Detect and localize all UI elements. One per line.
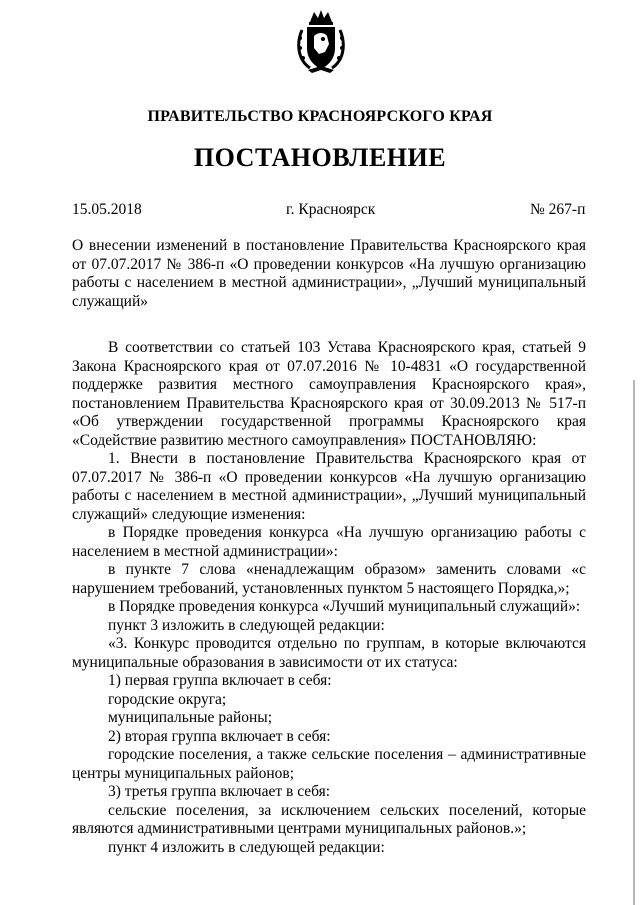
document-body [72,339,586,857]
body-paragraph: городские поселения, а также сельские поселения – административные центры муниципальных районов; [72,746,586,782]
scan-edge-line [633,380,635,905]
document-date: 15.05.2018 [72,201,142,218]
body-paragraph: муниципальные районы; [108,709,273,726]
krasnoyarsk-coat-of-arms-icon [296,8,346,74]
document-number: № 267-п [530,201,586,218]
document-subject: О внесении изменений в постановление Правительства Красноярского края от 07.07.2017 № 386-п «О проведении конкурсов «На лучшую организацию работы с населением в местной администрации», „Лучший муниципальный служащий» [72,237,586,310]
body-paragraph: В соответствии со статьей 103 Устава Красноярского края, статьей 9 Закона Красноярского края от 07.07.2016 № 10-4831 «О государственной поддержке развития местного самоуправления Красноярского края», постановлением Правительства Красноярского края от 30.09.2013 № 517-п «Об утверждении государственной программы Красноярского края «Содействие развитию местного самоуправления» ПОСТАНОВЛЯЮ: [72,339,586,449]
body-paragraph: в пункте 7 слова «ненадлежащим образом» заменить словами «с нарушением требований, установленных пунктом 5 настоящего Порядка,»; [72,561,586,597]
body-paragraph: в Порядке проведения конкурса «Лучший муниципальный служащий»: [108,598,581,615]
body-paragraph: 1) первая группа включает в себя: [108,672,332,689]
body-paragraph: «3. Конкурс проводится отдельно по группам, в которые включаются муниципальные образования в зависимости от их статуса: [72,635,586,671]
government-name: ПРАВИТЕЛЬСТВО КРАСНОЯРСКОГО КРАЯ [147,108,493,125]
document-type: ПОСТАНОВЛЕНИЕ [193,143,447,172]
body-paragraph: 3) третья группа включает в себя: [108,783,331,800]
body-paragraph: пункт 4 изложить в следующей редакции: [108,838,385,856]
document-city: г. Красноярск [286,201,376,218]
body-paragraph: городские округа; [108,690,227,708]
body-paragraph: сельские поселения, за исключением сельских поселений, которые являются административными центрами муниципальных районов.»; [72,801,586,837]
body-paragraph: 2) вторая группа включает в себя: [108,727,331,745]
body-paragraph: пункт 3 изложить в следующей редакции: [108,616,385,634]
body-paragraph: 1. Внести в постановление Правительства Красноярского края от 07.07.2017 № 386-п «О проведении конкурсов «На лучшую организацию работы с населением в местной администрации», „Лучший муниципальный служащий» следующие изменения: [72,450,586,523]
body-paragraph: в Порядке проведения конкурса «На лучшую организацию работы с населением в местной администрации»: [72,524,586,560]
